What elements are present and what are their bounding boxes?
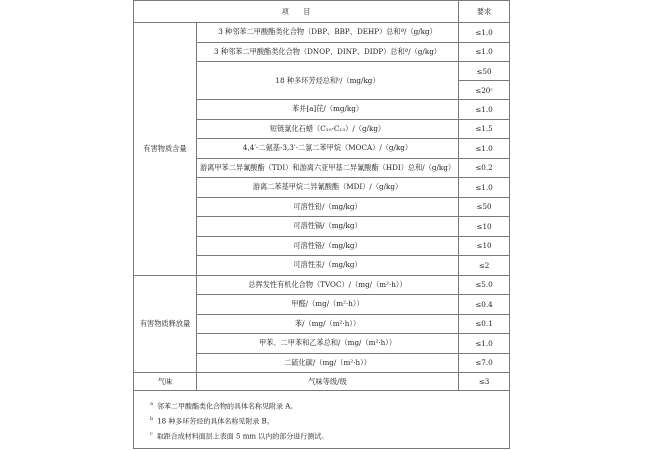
row-value: ≤10 <box>459 236 510 256</box>
row-name: 苯/（mg/（m²·h）） <box>197 314 459 334</box>
row-name: 游离二苯基甲烷二异氰酸酯（MDI）/（g/kg） <box>197 178 459 198</box>
row-value: ≤0.4 <box>459 295 510 315</box>
footnotes <box>134 391 510 449</box>
requirements-table <box>133 0 510 449</box>
row-value: ≤1.0 <box>459 42 510 62</box>
row-value: ≤2 <box>459 256 510 276</box>
row-name: 总挥发性有机化合物（TVOC）/（mg/（m²·h）） <box>197 275 459 295</box>
row-name: 短链氯化石蜡（C₁₀-C₁₃）/（g/kg） <box>197 119 459 139</box>
row-value: ≤50 <box>459 62 510 81</box>
row-name: 甲苯、二甲苯和乙苯总和/（mg/（m²·h）） <box>197 334 459 354</box>
header-item: 项 目 <box>134 1 459 23</box>
row-value: ≤1.0 <box>459 178 510 198</box>
notes-row <box>134 391 510 449</box>
row-name: 游离甲苯二异氰酸酯（TDI）和游离六亚甲基二异氰酸酯（HDI）总和/（g/kg） <box>197 158 459 178</box>
group-harmful-content: 有害物质含量 <box>134 23 197 276</box>
row-value: ≤50 <box>459 197 510 217</box>
footnote: $^a$ 邻苯二甲酸酯类化合物的具体名称见附录 A。 <box>150 401 298 411</box>
row-value: ≤0.2 <box>459 158 510 178</box>
row-value: ≤1.5 <box>459 119 510 139</box>
row-value: ≤7.0 <box>459 353 510 373</box>
row-value: ≤1.0 <box>459 139 510 159</box>
row-name: 可溶性汞/（mg/kg） <box>197 256 459 276</box>
row-name: 4,4′-二氨基-3,3′-二氯二苯甲烷（MOCA）/（g/kg） <box>197 139 459 159</box>
row-value: ≤3 <box>459 373 510 391</box>
row-value: ≤0.1 <box>459 314 510 334</box>
row-name: 3 种邻苯二甲酸酯类化合物（DBP、BBP、DEHP）总和ª/（g/kg） <box>197 23 459 43</box>
row-name: 二硫化碳/（mg/（m²·h）） <box>197 353 459 373</box>
row-value: ≤5.0 <box>459 275 510 295</box>
row-value: ≤1.0 <box>459 334 510 354</box>
table-header-row <box>134 1 510 23</box>
footnote: $^c$ 取距合成材料面层上表面 5 mm 以内的部分进行测试。 <box>150 431 329 441</box>
row-value: ≤1.0 <box>459 23 510 43</box>
table-row <box>134 373 510 391</box>
row-value: ≤1.0 <box>459 100 510 120</box>
row-name: 可溶性铬/（mg/kg） <box>197 236 459 256</box>
table-row <box>134 23 510 43</box>
footnote: $^b$ 18 种多环芳烃的具体名称见附录 B。 <box>150 416 274 426</box>
row-name: 18 种多环芳烃总和ᵇ/（mg/kg） <box>197 62 459 100</box>
row-value-2: ≤20ᶜ <box>459 81 510 100</box>
row-name: 3 种邻苯二甲酸酯类化合物（DNOP、DINP、DIDP）总和ª/（g/kg） <box>197 42 459 62</box>
header-requirement: 要求 <box>459 1 510 23</box>
row-name: 可溶性镉/（mg/kg） <box>197 217 459 237</box>
group-odor: 气味 <box>134 373 197 391</box>
row-name: 可溶性铅/（mg/kg） <box>197 197 459 217</box>
row-name: 苯并[a]芘/（mg/kg） <box>197 100 459 120</box>
row-name: 甲醛/（mg/（m²·h）） <box>197 295 459 315</box>
row-value: ≤10 <box>459 217 510 237</box>
table-row <box>134 275 510 295</box>
row-name: 气味等级/级 <box>197 373 459 391</box>
group-harmful-release: 有害物质释放量 <box>134 275 197 373</box>
